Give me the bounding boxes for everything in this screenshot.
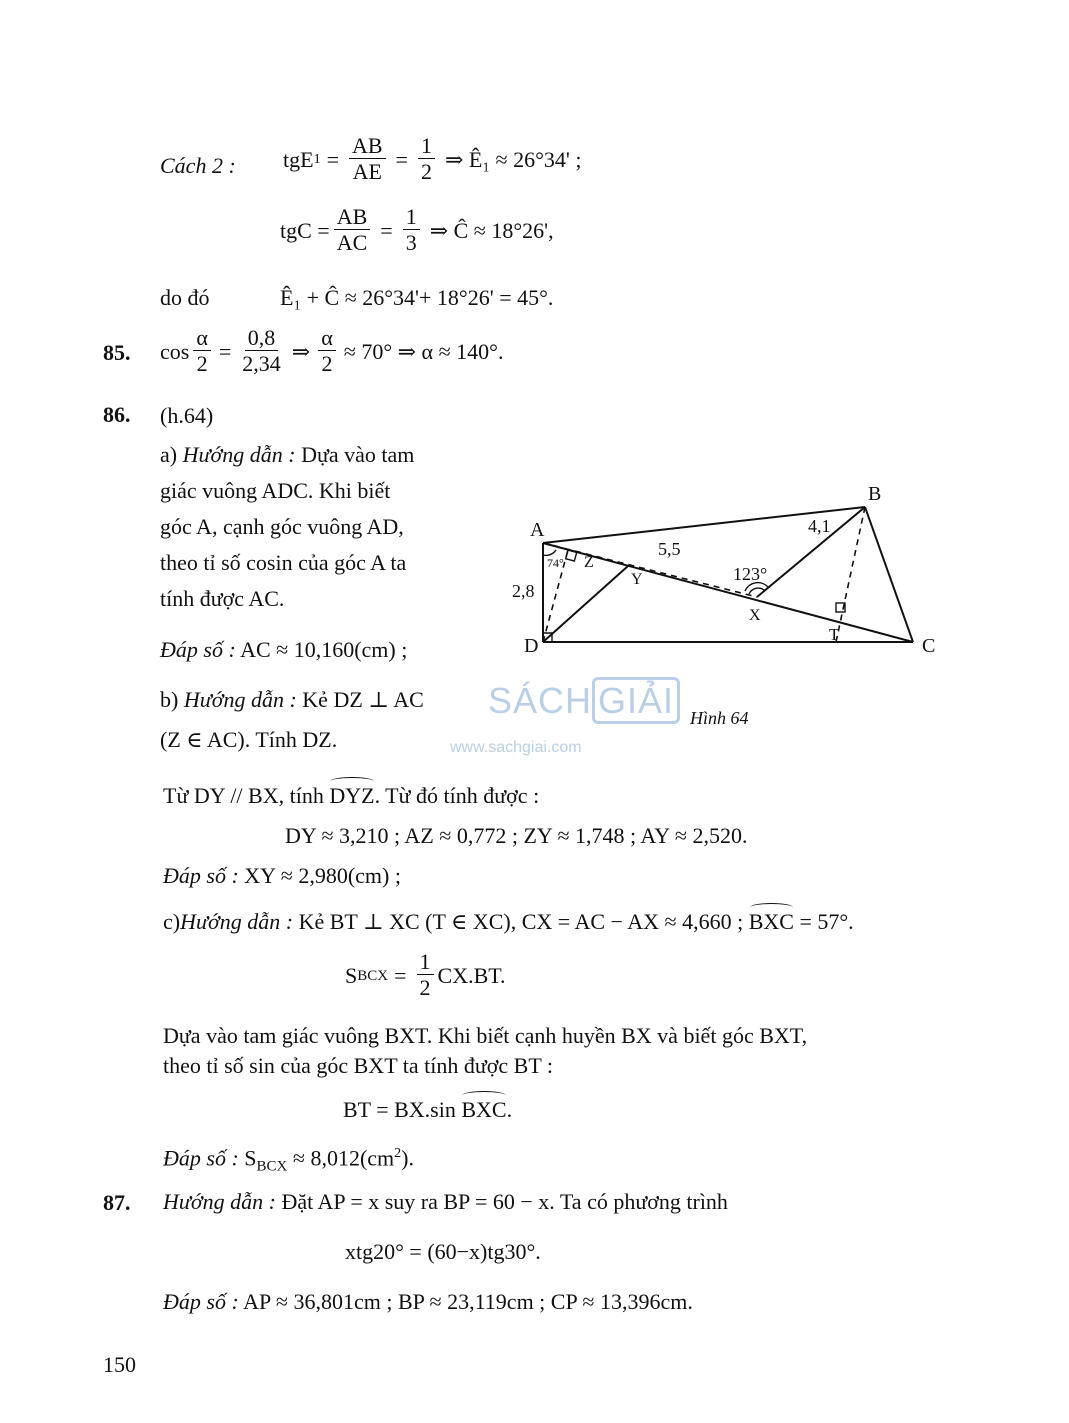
fraction-1-3: $\frac{1}{3}$ [403,205,420,256]
part-a-text: a) Hướng dẫn : Dựa vào tam giác vuông ADC. Khi biết góc A, cạnh góc vuông AD, theo tỉ số cosin của góc A ta tính được AC. [160,442,415,611]
exercise-number-85: 85. [103,340,131,365]
eq-sign: = [380,217,393,243]
label-c: C [922,635,936,657]
area-formula: S BCX = $\frac{1}{2}$ CX.BT. [345,949,506,1000]
hint-label: Hướng dẫn : [182,442,296,467]
angle-x: 123° [733,564,768,584]
cach2-label: Cách 2 : [160,153,236,178]
cach2-block [160,152,236,180]
eq-sign: = [395,146,408,172]
tgE1-formula [283,134,581,185]
fraction-alpha-2b: $\frac{\alpha}{2}$ [318,326,336,377]
label-y: Y [631,571,643,588]
dodo-label: do đó [160,285,210,310]
segment-ax: 5,5 [658,539,681,559]
ex87-text: Hướng dẫn : Đặt AP = x suy ra BP = 60 − x. Ta có phương trình [163,1189,728,1214]
ex87-equation: xtg20° = (60−x)tg30°. [345,1239,541,1264]
label-t: T [829,625,840,644]
part-c-line3: theo tỉ số sin của góc BXT ta tính được BT : [163,1053,553,1078]
segment-ad: 2,8 [512,581,535,601]
answer-c: Đáp số : $S_{BCX} \approx 8,012(cm^2)$. [163,1145,414,1175]
tgC-lhs: tgC = [280,217,330,243]
answer-label: Đáp số : [160,637,236,662]
label-z: Z [584,554,594,571]
bt-formula: BT = BX.sin BXC. [343,1097,513,1122]
part-b-values: DY ≈ 3,210 ; AZ ≈ 0,772 ; ZY ≈ 1,748 ; AY ≈ 2,520. [285,823,748,848]
tgE1-result: ⇒ Ê₁ ≈ 26°34' ; [444,146,582,172]
part-b-line3: Từ DY // BX, tính DYZ. Từ đó tính được : [163,783,540,808]
tgE1-sub: 1 [313,151,321,167]
label-b: B [868,483,882,505]
label-d: D [524,635,539,657]
angle-sum: Ê₁ + Ĉ ≈ 26°34'+ 18°26' = 45°. [280,285,554,310]
figure-caption: Hình 64 [690,708,749,728]
label-a: A [530,519,545,541]
tgE1-lhs: tgE [283,146,314,172]
page-number: 150 [103,1352,136,1377]
part-c-line2: Dựa vào tam giác vuông BXT. Khi biết cạnh huyền BX và biết góc BXT, [163,1023,808,1048]
watermark-logo: SÁCH GIẢI [488,680,680,722]
part-b-line1: b) Hướng dẫn : Kẻ DZ ⊥ AC [160,687,424,712]
eq-sign: = [326,146,339,172]
cos-result: ≈ 70° ⇒ α ≈ 140°. [343,338,504,364]
fraction-ab-ae: $\frac{AB}{AE}$ [349,134,386,185]
arc-dyz: DYZ [329,783,375,808]
part-b-line2: (Z ∈ AC). Tính DZ. [160,727,338,752]
arc-bxc: BXC [748,909,794,934]
fraction-alpha-2: $\frac{\alpha}{2}$ [193,326,211,377]
cos-formula [160,326,503,377]
tgC-formula [280,205,554,256]
tgC-result: ⇒ Ĉ ≈ 18°26', [429,217,554,243]
label-x: X [749,607,761,624]
eq-sign: = [218,338,232,364]
exercise-number-87: 87. [103,1190,131,1215]
part-c-line1: c)Hướng dẫn : Kẻ BT ⊥ XC (T ∈ XC), CX = AC − AX ≈ 4,660 ; BXC = 57°. [163,909,854,934]
cos-label: cos [160,338,190,364]
fraction-08-234: $\frac{0,8}{2,34}$ [242,325,281,376]
ex87-answer: Đáp số : AP ≈ 36,801cm ; BP ≈ 23,119cm ; CP ≈ 13,396cm. [163,1289,693,1314]
segment-bx: 4,1 [808,516,831,536]
answer-b: Đáp số : XY ≈ 2,980(cm) ; [163,863,401,888]
implies-arrow: ⇒ [291,338,311,364]
watermark-url: www.sachgiai.com [450,739,582,756]
fraction-1-2: $\frac{1}{2}$ [418,134,435,185]
angle-a: 74° [547,556,564,570]
exercise-number-86: 86. [103,402,131,427]
fraction-1-2b: $\frac{1}{2}$ [417,950,434,1001]
figure-ref: (h.64) [160,403,214,428]
answer-a: Đáp số : AC ≈ 10,160(cm) ; [160,637,408,662]
fraction-ab-ac: $\frac{AB}{AC}$ [334,205,371,256]
